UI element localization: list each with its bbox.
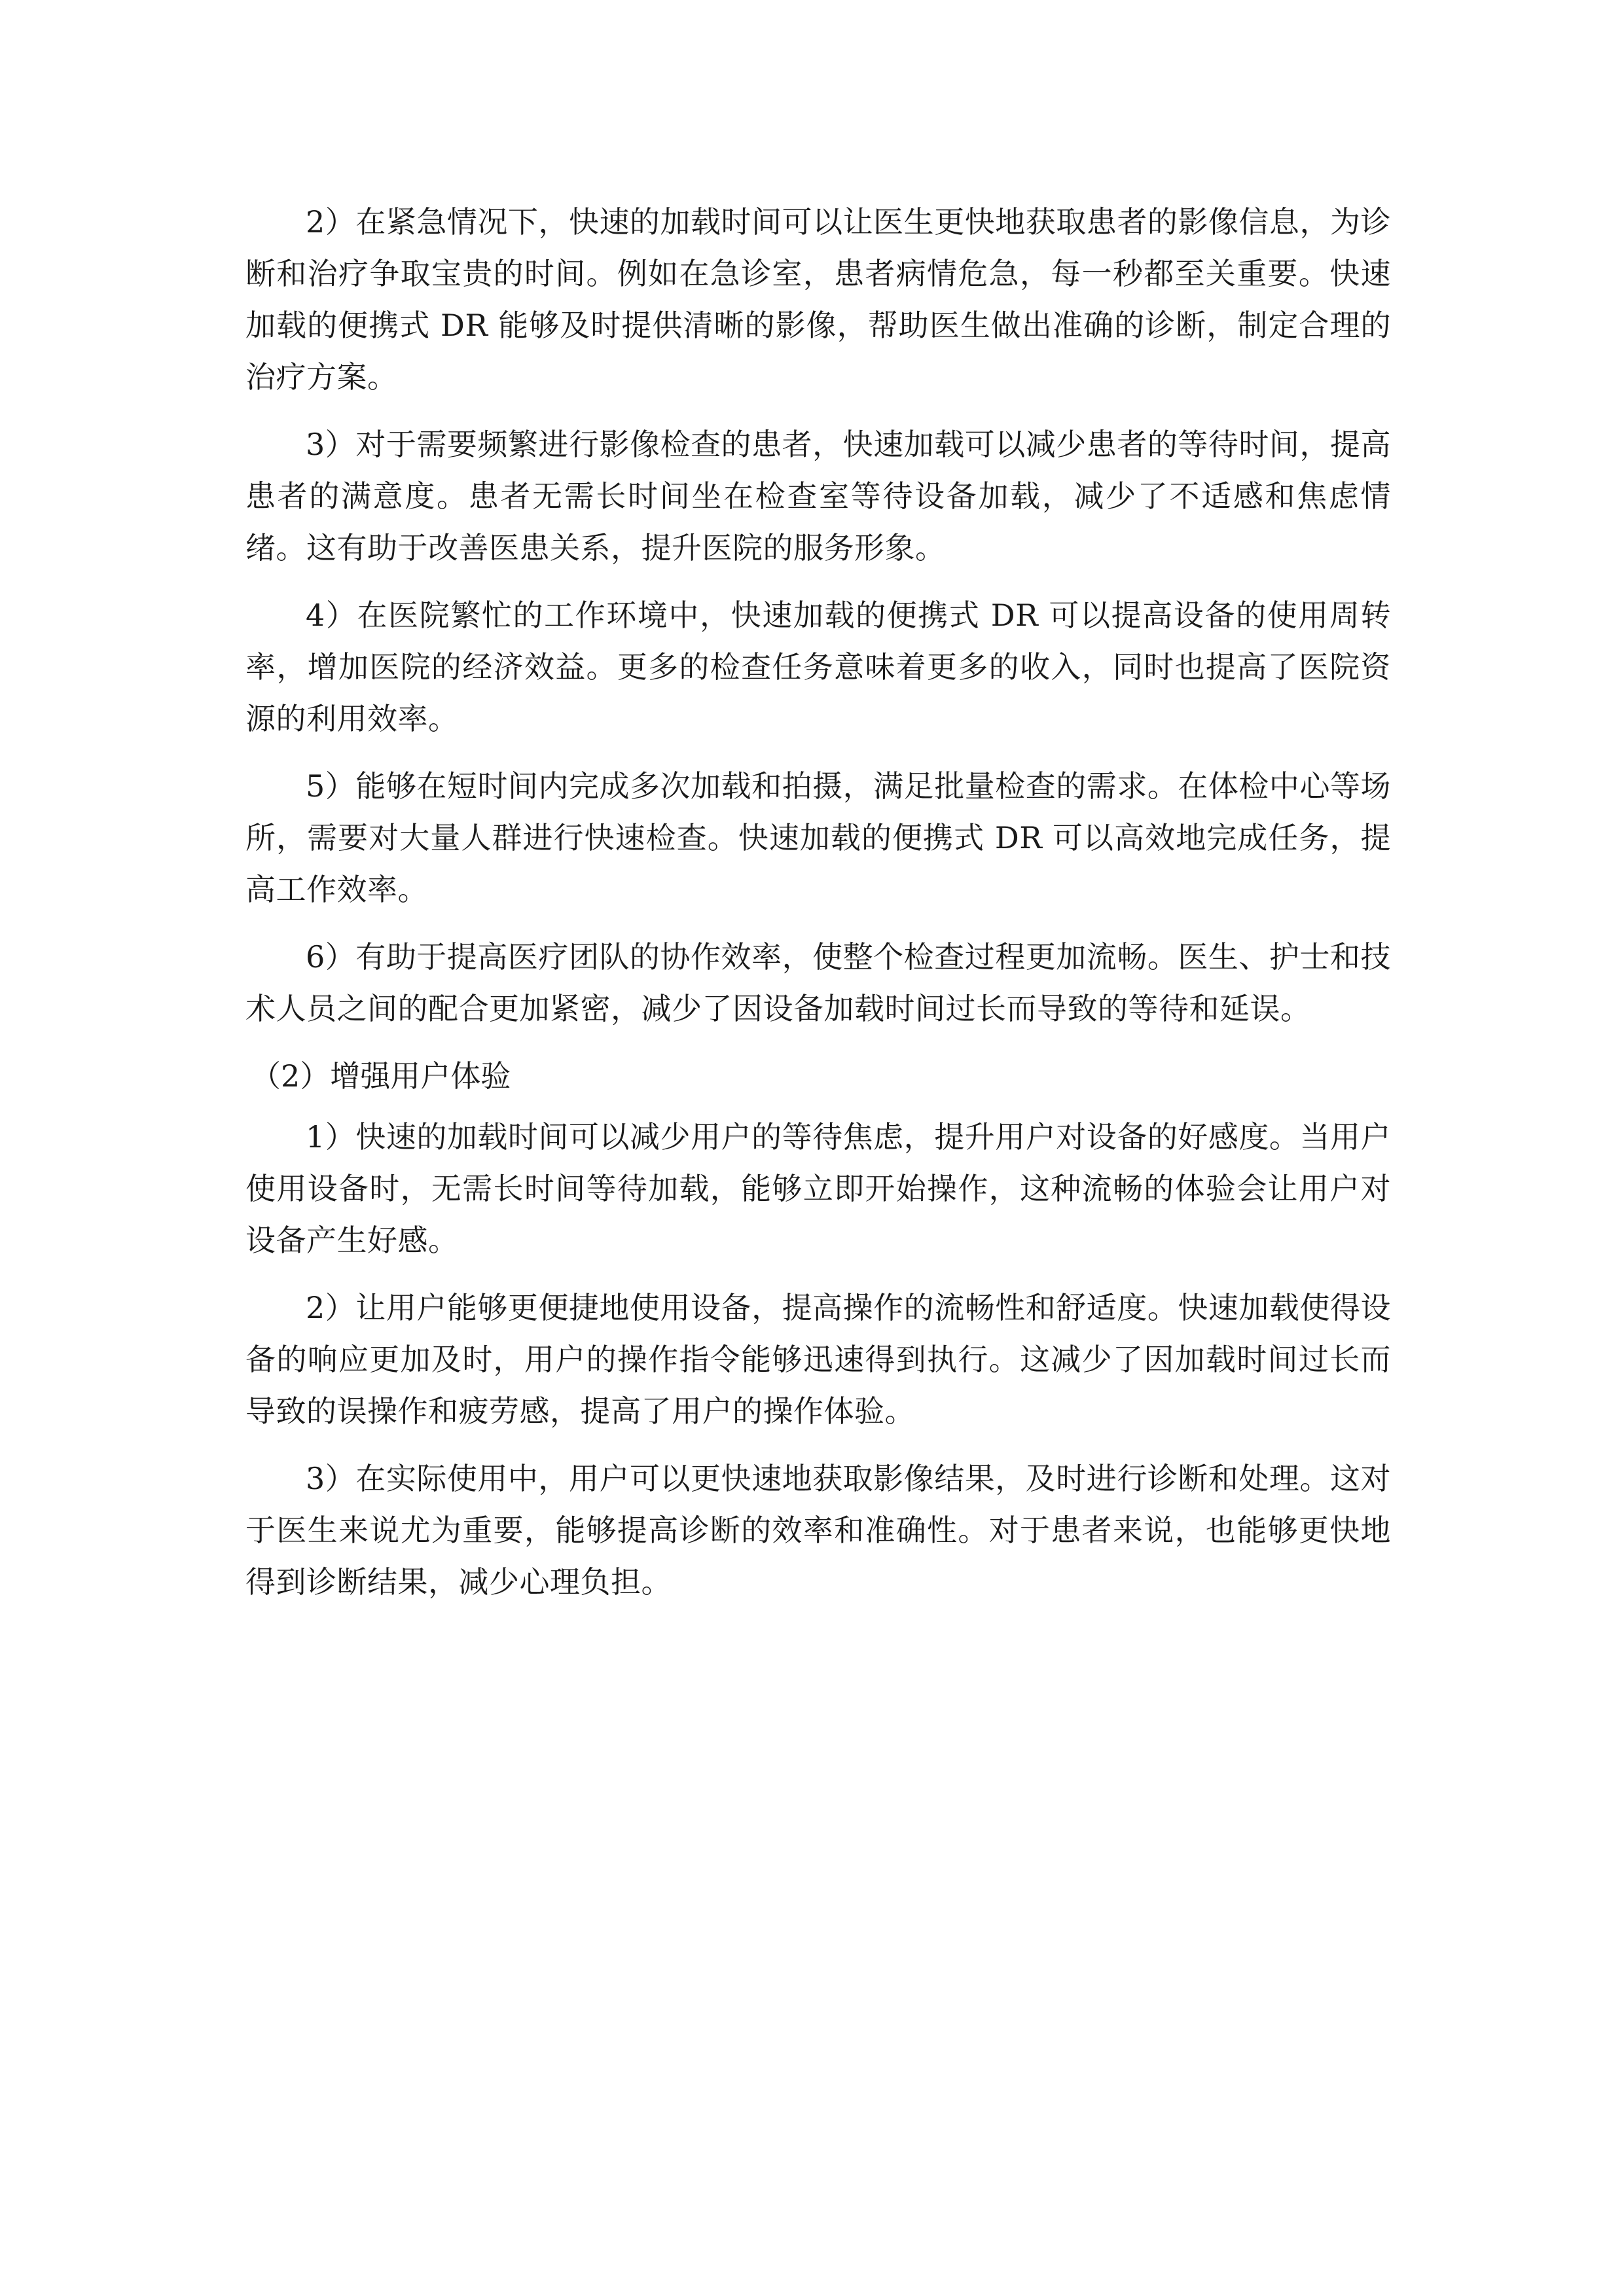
paragraph-emergency: 2）在紧急情况下，快速的加载时间可以让医生更快地获取患者的影像信息，为诊断和治疗争取宝贵的时间。例如在急诊室，患者病情危急，每一秒都至关重要。快速加载的便携式 DR 能够及时提供清晰的影像，帮助医生做出准确的诊断，制定合理的治疗方案。 <box>245 204 1391 395</box>
paragraph-frequent-patients: 3）对于需要频繁进行影像检查的患者，快速加载可以减少患者的等待时间，提高患者的满意度。患者无需长时间坐在检查室等待设备加载，减少了不适感和焦虑情绪。这有助于改善医患关系，提升医院的服务形象。 <box>245 427 1391 565</box>
document-page <box>245 196 1391 1624</box>
paragraph-diagnosis-speed: 3）在实际使用中，用户可以更快速地获取影像结果，及时进行诊断和处理。这对于医生来说尤为重要，能够提高诊断的效率和准确性。对于患者来说，也能够更快地得到诊断结果，减少心理负担。 <box>245 1461 1391 1600</box>
section-subheading: （2）增强用户体验 <box>251 1058 511 1094</box>
paragraph-operation-comfort: 2）让用户能够更便捷地使用设备，提高操作的流畅性和舒适度。快速加载使得设备的响应更加及时，用户的操作指令能够迅速得到执行。这减少了因加载时间过长而导致的误操作和疲劳感，提高了用户的操作体验。 <box>245 1290 1391 1429</box>
paragraph-hospital-efficiency: 4）在医院繁忙的工作环境中，快速加载的便携式 DR 可以提高设备的使用周转率，增加医院的经济效益。更多的检查任务意味着更多的收入，同时也提高了医院资源的利用效率。 <box>245 598 1391 736</box>
paragraph-batch-exams: 5）能够在短时间内完成多次加载和拍摄，满足批量检查的需求。在体检中心等场所，需要对大量人群进行快速检查。快速加载的便携式 DR 可以高效地完成任务，提高工作效率。 <box>245 768 1391 907</box>
paragraph-team-collaboration: 6）有助于提高医疗团队的协作效率，使整个检查过程更加流畅。医生、护士和技术人员之间的配合更加紧密，减少了因设备加载时间过长而导致的等待和延误。 <box>245 939 1391 1026</box>
paragraph-waiting-anxiety: 1）快速的加载时间可以减少用户的等待焦虑，提升用户对设备的好感度。当用户使用设备时，无需长时间等待加载，能够立即开始操作，这种流畅的体验会让用户对设备产生好感。 <box>245 1119 1391 1258</box>
